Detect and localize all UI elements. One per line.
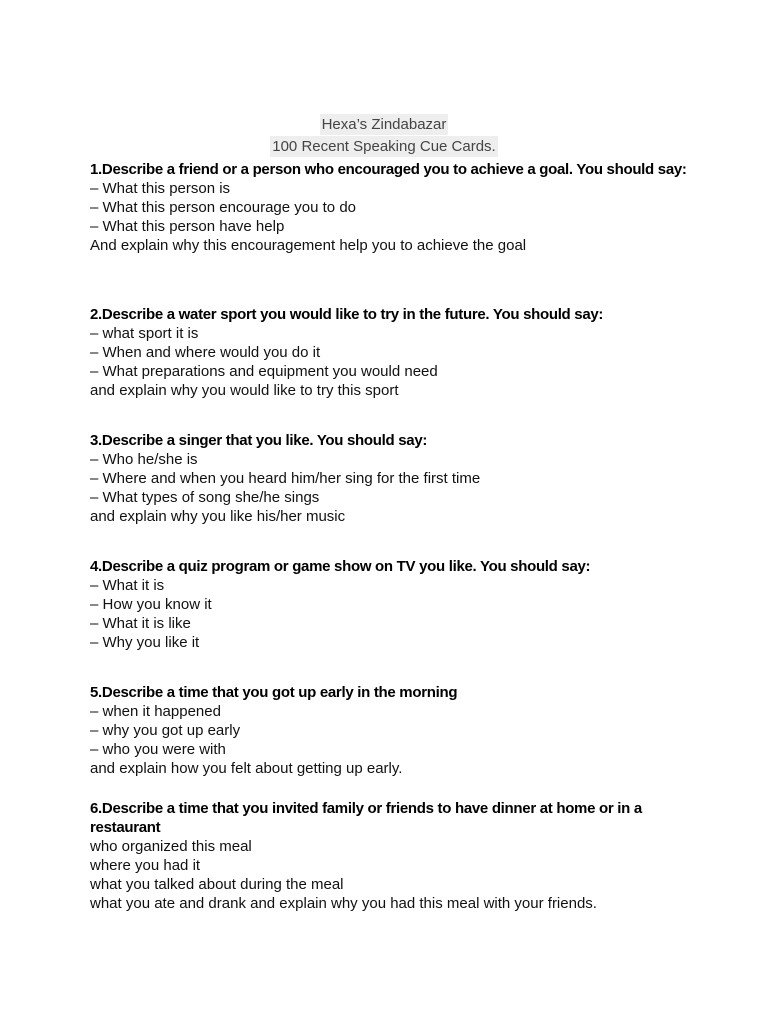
cue-card-line: – What it is like (90, 615, 191, 632)
cue-card-title: 3.Describe a singer that you like. You should say: (90, 432, 428, 449)
cue-card-line: and explain how you felt about getting up early. (90, 760, 403, 777)
header-title: Hexa’s Zindabazar (321, 116, 447, 133)
cue-card-line: – When and where would you do it (90, 344, 321, 361)
cue-card-line: – Where and when you heard him/her sing for the first time (90, 470, 481, 487)
cue-card-line: what you ate and drank and explain why you had this meal with your friends. (90, 895, 597, 912)
cue-card-5 (90, 683, 690, 778)
cue-card-4 (90, 557, 690, 652)
cue-card-line: – what sport it is (90, 325, 199, 342)
cue-card-title: 2.Describe a water sport you would like to try in the future. You should say: (90, 306, 604, 323)
cue-card-line: and explain why you like his/her music (90, 508, 346, 525)
cue-card-line: – Who he/she is (90, 451, 198, 468)
cue-card-title: 4.Describe a quiz program or game show on TV you like. You should say: (90, 558, 591, 575)
cue-card-line: And explain why this encouragement help you to achieve the goal (90, 237, 527, 254)
cue-card-line: – What preparations and equipment you would need (90, 363, 438, 380)
cue-card-line: – who you were with (90, 741, 226, 758)
cue-card-line: – Why you like it (90, 634, 200, 651)
cue-card-line: – when it happened (90, 703, 221, 720)
header-subtitle: 100 Recent Speaking Cue Cards. (272, 138, 496, 155)
cue-card-1 (90, 160, 690, 255)
cue-card-line: where you had it (90, 857, 201, 874)
cue-card-6 (90, 799, 690, 913)
cue-card-2 (90, 305, 690, 400)
cue-card-line: – What this person is (90, 180, 231, 197)
cue-card-line: who organized this meal (90, 838, 252, 855)
cue-card-title: 6.Describe a time that you invited family or friends to have dinner at home or in a restaurant (90, 800, 642, 836)
cue-card-line: – What types of song she/he sings (90, 489, 320, 506)
cue-card-line: – What this person have help (90, 218, 285, 235)
document-header (0, 114, 768, 158)
cue-card-title: 1.Describe a friend or a person who encouraged you to achieve a goal. You should say: (90, 161, 687, 178)
cue-card-line: – What this person encourage you to do (90, 199, 357, 216)
cue-card-line: – why you got up early (90, 722, 241, 739)
cue-card-3 (90, 431, 690, 526)
cue-card-line: – What it is (90, 577, 165, 594)
cue-card-title: 5.Describe a time that you got up early in the morning (90, 684, 458, 701)
cue-card-line: what you talked about during the meal (90, 876, 344, 893)
cue-card-line: and explain why you would like to try this sport (90, 382, 399, 399)
cue-card-line: – How you know it (90, 596, 212, 613)
